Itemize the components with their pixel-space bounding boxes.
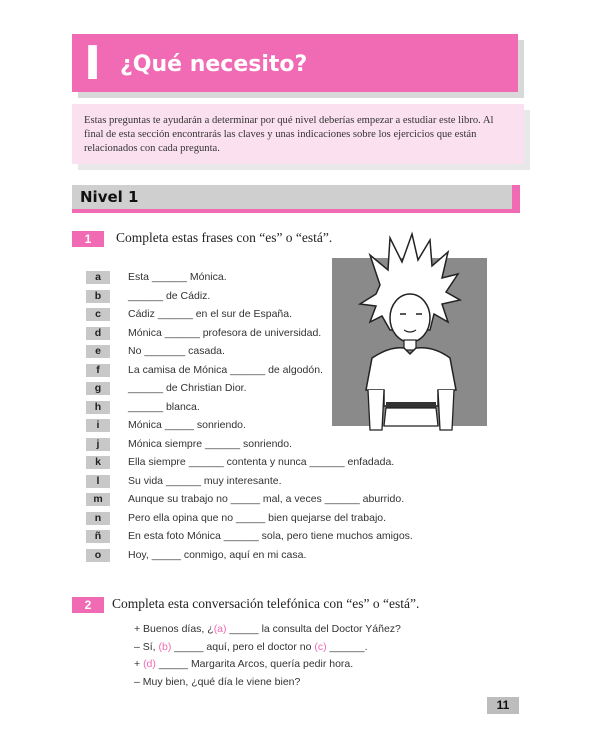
item-letter: e xyxy=(86,345,110,358)
dialog-text: – Muy bien, ¿qué día le viene bien? xyxy=(134,675,301,688)
item-text: ______ de Cádiz. xyxy=(128,289,211,302)
dialog-text: _____ aquí, pero el doctor no xyxy=(171,640,315,653)
level-header xyxy=(72,185,520,209)
level-title: Nivel 1 xyxy=(80,188,139,206)
exercise-2-number: 2 xyxy=(72,597,104,613)
item-text: Esta ______ Mónica. xyxy=(128,271,227,283)
page-number: 11 xyxy=(487,697,519,714)
item-text: Hoy, _____ conmigo, aquí en mi casa. xyxy=(128,548,307,561)
chapter-title: ¿Qué necesito? xyxy=(120,52,308,77)
item-letter: d xyxy=(86,327,110,340)
item-text: En esta foto Mónica ______ sola, pero tiene muchos amigos. xyxy=(128,530,413,542)
item-letter: o xyxy=(86,549,110,562)
item-text: ______ de Christian Dior. xyxy=(128,382,247,394)
item-text: No _______ casada. xyxy=(128,345,225,357)
chapter-number: I xyxy=(84,36,102,90)
exercise-1-number: 1 xyxy=(72,231,104,247)
monica-illustration xyxy=(330,230,490,440)
intro-box xyxy=(72,104,524,164)
item-letter: h xyxy=(86,401,110,414)
blank-marker: (d) xyxy=(143,658,156,670)
chapter-banner xyxy=(72,34,518,92)
item-text: Su vida ______ muy interesante. xyxy=(128,474,282,487)
item-text: La camisa de Mónica ______ de algodón. xyxy=(128,363,323,376)
item-letter: a xyxy=(86,271,110,284)
blank-marker: (c) xyxy=(314,640,327,653)
exercise-1-instruction: Completa estas frases con “es” o “está”. xyxy=(116,230,333,245)
item-letter: g xyxy=(86,382,110,395)
item-text: Cádiz ______ en el sur de España. xyxy=(128,308,293,320)
item-letter: n xyxy=(86,512,110,525)
blank-marker: (b) xyxy=(158,640,172,653)
dialog-text: – Sí, xyxy=(134,640,159,653)
dialog-line xyxy=(134,657,401,675)
item-letter: i xyxy=(86,419,110,432)
dialog-text: _____ la consulta del Doctor Yáñez? xyxy=(226,623,401,635)
dialog-text: + xyxy=(134,658,144,670)
exercise-2-instruction: Completa esta conversación telefónica con “es” o “está”. xyxy=(112,596,420,611)
item-letter: ñ xyxy=(86,530,110,543)
item-text: Mónica siempre ______ sonriendo. xyxy=(128,437,293,450)
dialog-line xyxy=(134,622,401,640)
exercise-2-dialog xyxy=(134,622,401,692)
item-text: Mónica ______ profesora de universidad. xyxy=(128,326,322,339)
item-letter: l xyxy=(86,475,110,488)
dialog-line xyxy=(134,640,401,658)
item-letter: k xyxy=(86,456,110,469)
item-letter: f xyxy=(86,364,110,377)
item-letter: c xyxy=(86,308,110,321)
item-text: ______ blanca. xyxy=(128,400,200,413)
dialog-line xyxy=(134,675,401,693)
dialog-text: ______. xyxy=(326,640,368,653)
blank-marker: (a) xyxy=(213,623,227,635)
dialog-text: _____ Margarita Arcos, quería pedir hora. xyxy=(155,658,354,670)
item-letter: j xyxy=(86,438,110,451)
item-letter: b xyxy=(86,290,110,303)
item-text: Mónica _____ sonriendo. xyxy=(128,419,246,431)
item-text: Aunque su trabajo no _____ mal, a veces ______ aburrido. xyxy=(128,493,405,505)
item-letter: m xyxy=(86,493,110,506)
dialog-text: + Buenos días, ¿ xyxy=(134,623,214,635)
intro-text: Estas preguntas te ayudarán a determinar por qué nivel deberías empezar a estudiar este libro. Al final de esta sección encontrarás las claves y unas indicaciones sobre los ejercicios que están relacionados con cada pregunta. xyxy=(84,115,494,154)
item-text: Pero ella opina que no _____ bien quejarse del trabajo. xyxy=(128,511,387,524)
item-text: Ella siempre ______ contenta y nunca ______ enfadada. xyxy=(128,456,395,468)
